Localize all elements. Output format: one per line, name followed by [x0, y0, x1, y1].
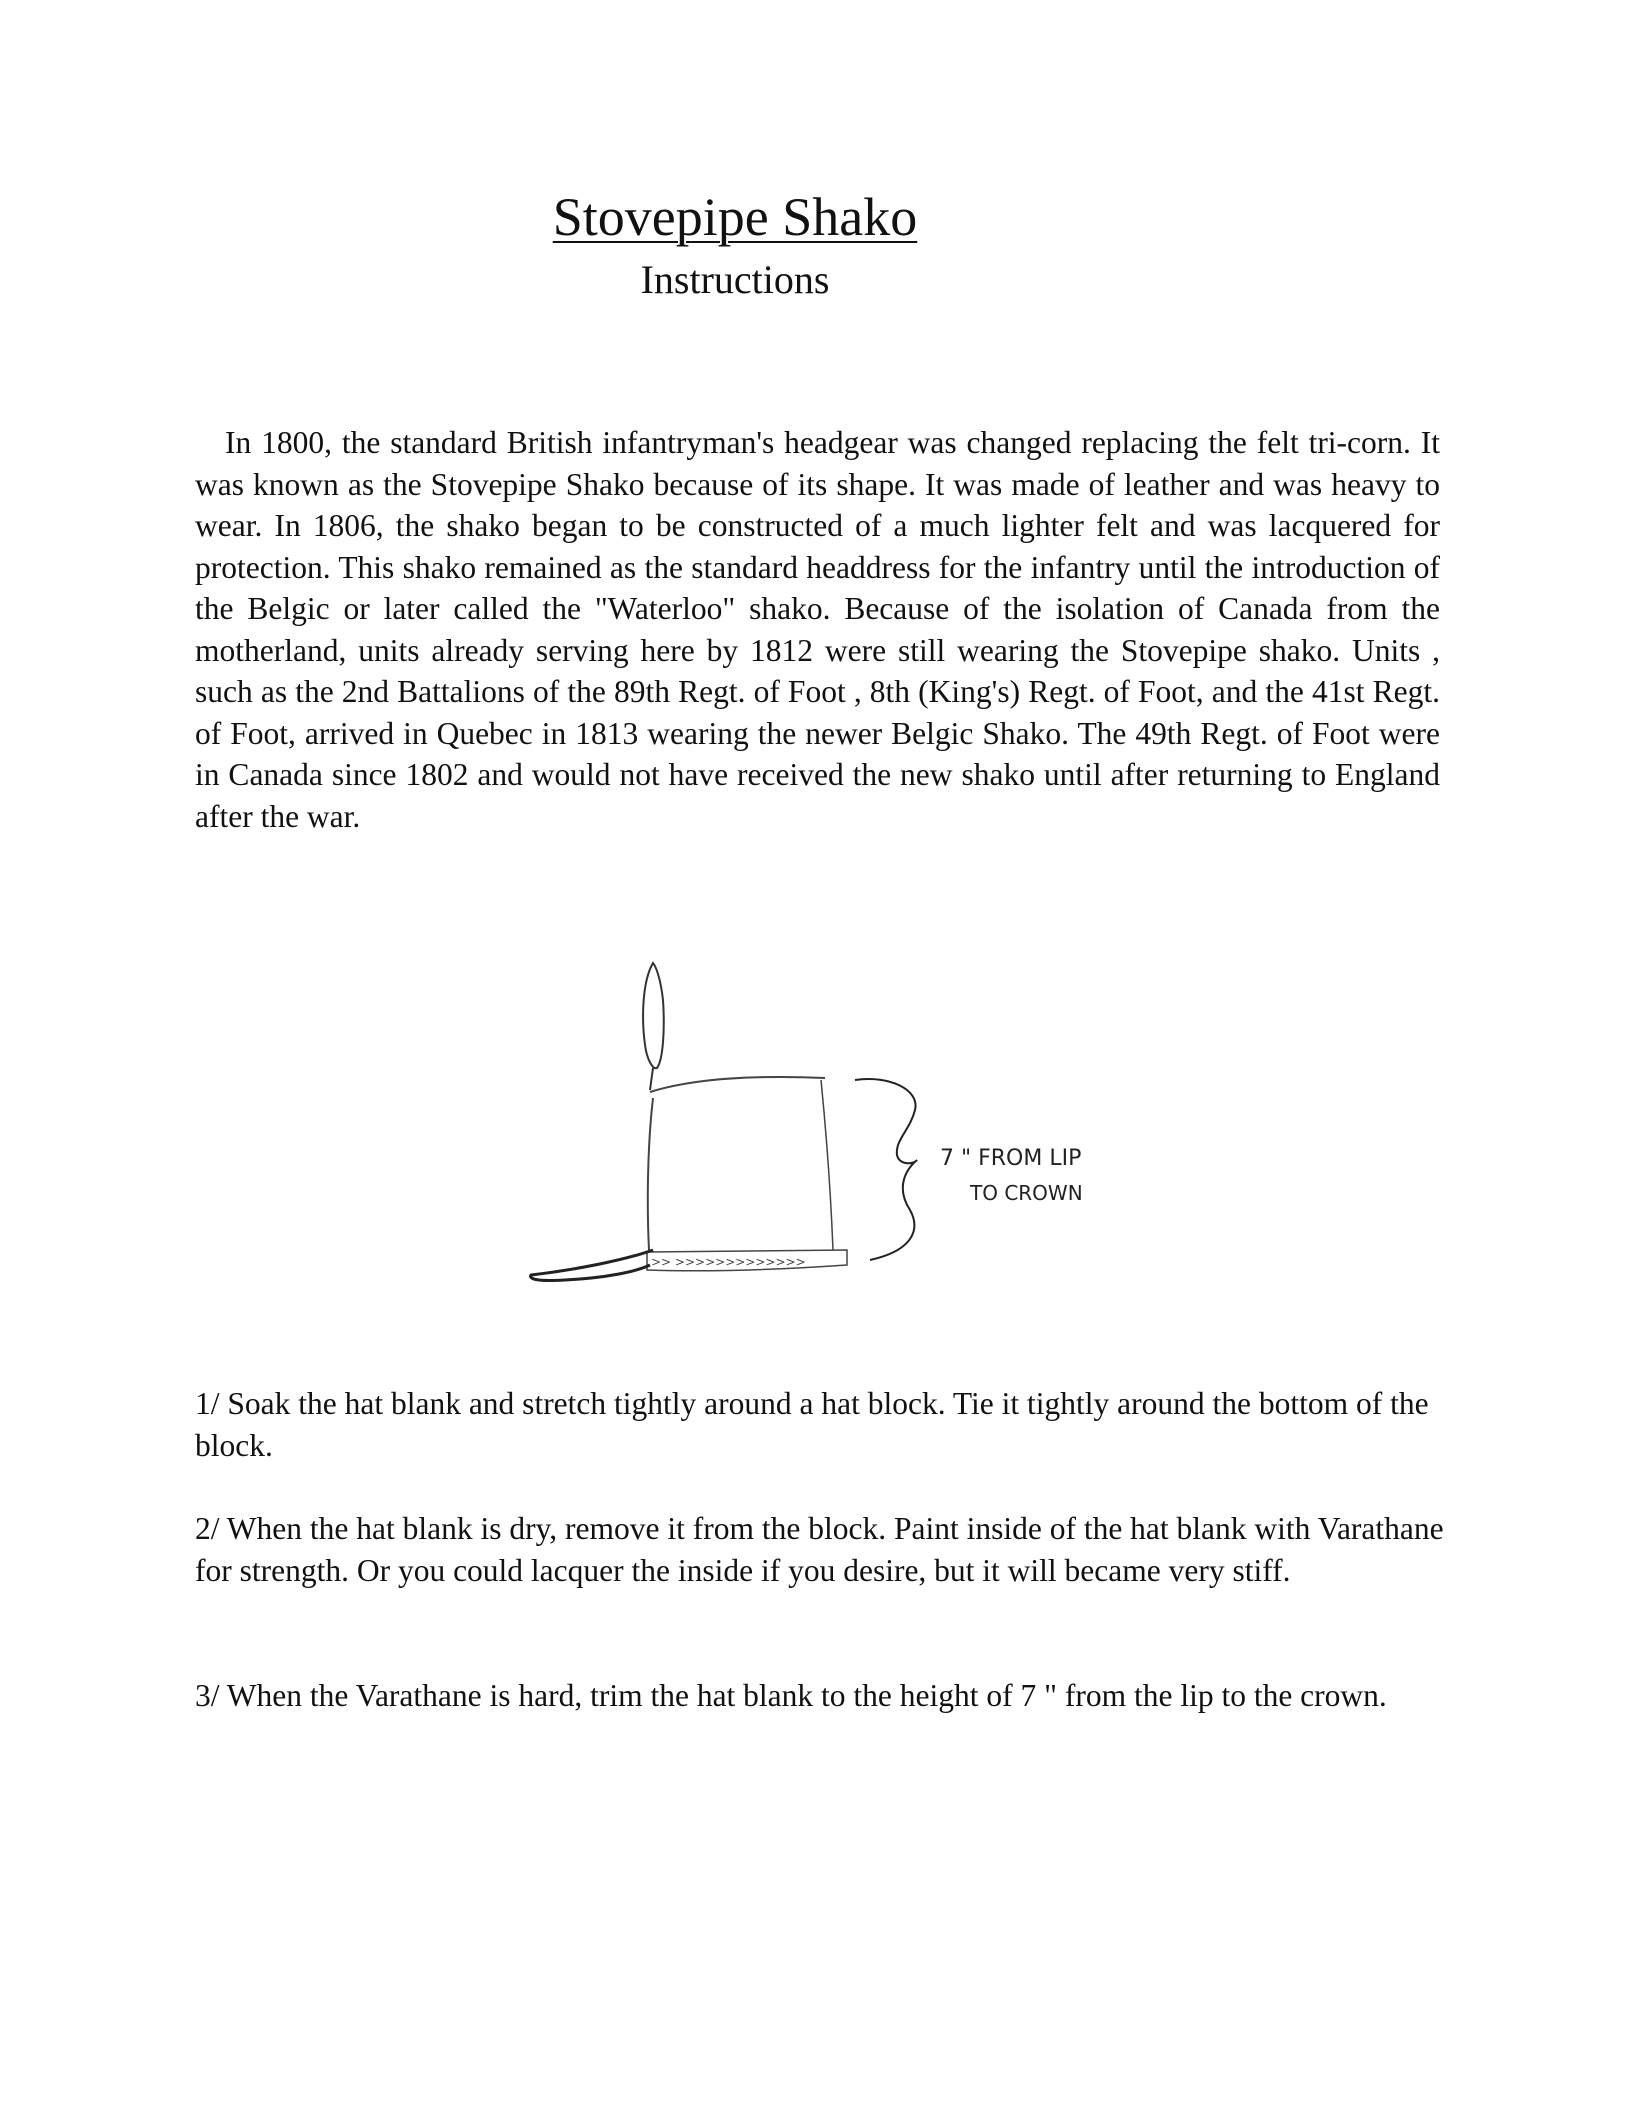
intro-text: In 1800, the standard British infantryman's headgear was changed replacing the felt tri-corn. It was known as the Stovepipe Shako because of its shape. It was made of leather and was heavy to wear. In 1806, the shako began to be constructed of a much lighter felt and was lacquered for protection. This shako remained as the standard headdress for the infantry until the introduction of the Belgic or later called the "Waterloo" shako. Because of the isolation of Canada from the motherland, units already serving here by 1812 were still wearing the Stovepipe shako. Units , such as the 2nd Battalions of the 89th Regt. of Foot , 8th (King's) Regt. of Foot, and the 41st Regt. of Foot, arrived in Quebec in 1813 wearing the newer Belgic Shako. The 49th Regt. of Foot were in Canada since 1802 and would not have received the new shako until after returning to England after the war. [195, 425, 1440, 834]
step-2: 2/ When the hat blank is dry, remove it from the block. Paint inside of the hat blank with Varathane for strength. Or you could lacquer the inside if you desire, but it will became very stiff. [195, 1511, 1444, 1588]
intro-paragraph [195, 422, 1440, 837]
plume-shape [643, 963, 664, 1068]
shako-sketch [525, 960, 1185, 1305]
crown-line [650, 1077, 825, 1092]
step-3: 3/ When the Varathane is hard, trim the hat blank to the height of 7 " from the lip to the crown. [195, 1678, 1387, 1713]
page-title: Stovepipe Shako [552, 187, 918, 247]
shako-left-side [648, 1098, 653, 1250]
measurement-brace [855, 1079, 917, 1260]
shako-peak [531, 1250, 653, 1281]
shako-right-side [821, 1080, 833, 1250]
band-braid: >> >>>>>>>>>>>>> [651, 1255, 806, 1269]
page-subtitle: Instructions [640, 257, 830, 302]
annotation-line2: TO CROWN [970, 1181, 1083, 1205]
step-1: 1/ Soak the hat blank and stretch tightly around a hat block. Tie it tightly around the bottom of the block. [195, 1386, 1429, 1463]
annotation-line1: 7 " FROM LIP [940, 1146, 1082, 1171]
